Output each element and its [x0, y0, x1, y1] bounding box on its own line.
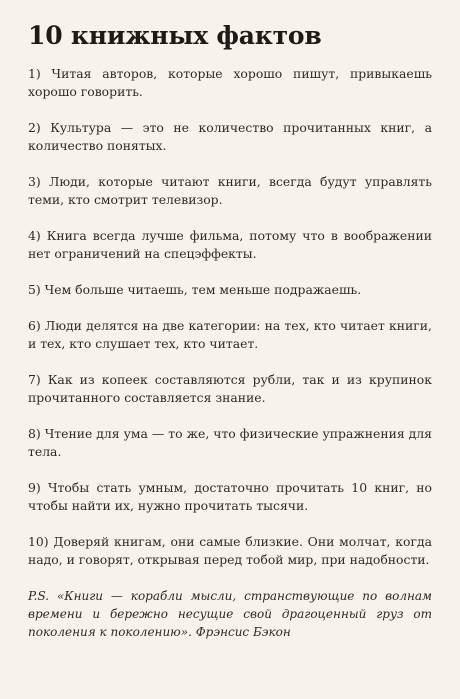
- fact-item: 5) Чем больше читаешь, тем меньше подражаешь.: [28, 282, 362, 297]
- fact-item: 10) Доверяй книгам, они самые близкие. Они молчат, когда надо, и говорят, открывая перед тобой мир, при надобности.: [28, 534, 432, 567]
- postscript-quote: P.S. «Книги — корабли мысли, странствующие по волнам времени и бережно несущие свой драгоценный груз от поколения к поколению». Фрэнсис Бэкон: [28, 589, 432, 639]
- fact-item: 1) Читая авторов, которые хорошо пишут, привыкаешь хорошо говорить.: [28, 66, 432, 99]
- page-title: 10 книжных фактов: [28, 21, 322, 50]
- fact-item: 4) Книга всегда лучше фильма, потому что в воображении нет ограничений на спецэффекты.: [28, 228, 432, 261]
- fact-item: 7) Как из копеек составляются рубли, так и из крупинок прочитанного составляется знание.: [28, 372, 432, 405]
- fact-item: 8) Чтение для ума — то же, что физические упражнения для тела.: [28, 426, 432, 459]
- facts-list: [28, 65, 432, 569]
- fact-item: 3) Люди, которые читают книги, всегда будут управлять теми, кто смотрит телевизор.: [28, 174, 432, 207]
- fact-item: 6) Люди делятся на две категории: на тех, кто читает книги, и тех, кто слушает тех, кто читает.: [28, 318, 432, 351]
- fact-item: 2) Культура — это не количество прочитанных книг, а количество понятых.: [28, 120, 432, 153]
- fact-item: 9) Чтобы стать умным, достаточно прочитать 10 книг, но чтобы найти их, нужно прочитать тысячи.: [28, 480, 432, 513]
